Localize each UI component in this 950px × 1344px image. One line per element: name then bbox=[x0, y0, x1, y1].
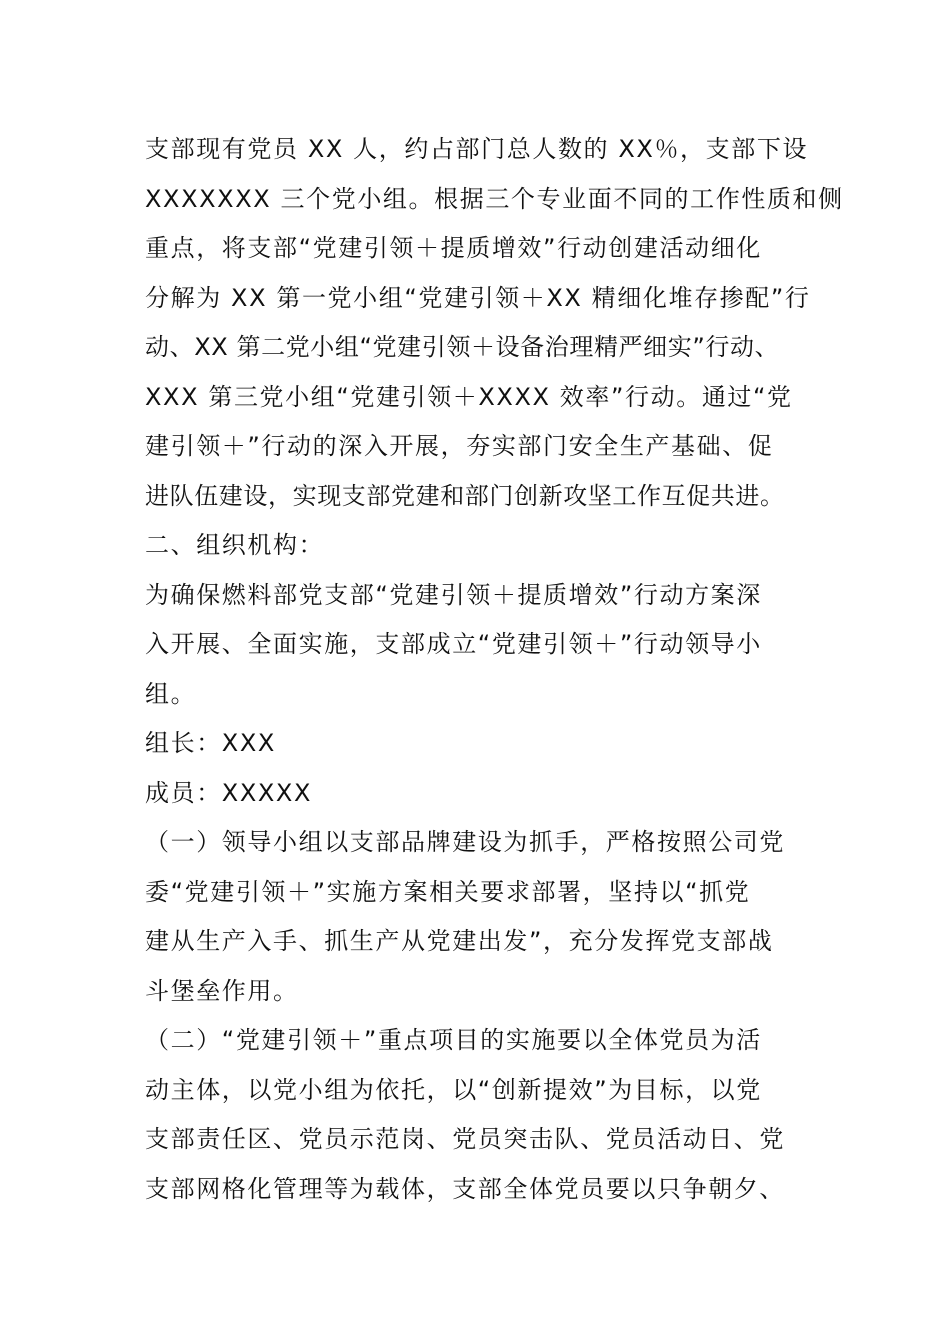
text-line: 斗堡垒作用。 bbox=[145, 976, 299, 1005]
text-line: 委“党建引领＋”实施方案相关要求部署，坚持以“抓党 bbox=[145, 877, 751, 906]
text-line: （一）领导小组以支部品牌建设为抓手，严格按照公司党 bbox=[145, 828, 785, 856]
text-line: 组。 bbox=[145, 679, 197, 708]
text-line: 支部现有党员 XX 人，约占部门总人数的 XX％，支部下设 bbox=[145, 135, 809, 163]
text-line: 进队伍建设，实现支部党建和部门创新攻坚工作互促共进。 bbox=[145, 481, 785, 510]
text-line: XXX 第三党小组“党建引领＋XXXX 效率”行动。通过“党 bbox=[145, 382, 793, 411]
text-line: 动、XX 第二党小组“党建引领＋设备治理精严细实”行动、 bbox=[145, 333, 780, 361]
text-line: 建从生产入手、抓生产从党建出发”，充分发挥党支部战 bbox=[145, 927, 774, 955]
document-body bbox=[145, 125, 844, 1214]
text-line: （二）“党建引领＋”重点项目的实施要以全体党员为活 bbox=[145, 1026, 762, 1054]
text-line: 为确保燃料部党支部“党建引领＋提质增效”行动方案深 bbox=[145, 580, 762, 609]
text-line: 动主体，以党小组为依托，以“创新提效”为目标，以党 bbox=[145, 1075, 762, 1104]
text-line: 支部网格化管理等为载体，支部全体党员要以只争朝夕、 bbox=[145, 1174, 785, 1203]
text-line: 分解为 XX 第一党小组“党建引领＋XX 精细化堆存掺配”行 bbox=[145, 283, 811, 312]
text-line: 重点，将支部“党建引领＋提质增效”行动创建活动细化 bbox=[145, 234, 762, 262]
group-leader: 组长：XXX bbox=[145, 729, 276, 757]
text-line: XXXXXXX 三个党小组。根据三个专业面不同的工作性质和侧 bbox=[145, 184, 844, 213]
text-line: 入开展、全面实施，支部成立“党建引领＋”行动领导小 bbox=[145, 630, 762, 658]
text-line: 建引领＋”行动的深入开展，夯实部门安全生产基础、促 bbox=[145, 432, 774, 460]
text-line: 支部责任区、党员示范岗、党员突击队、党员活动日、党 bbox=[145, 1125, 785, 1153]
group-members: 成员：XXXXX bbox=[145, 778, 313, 807]
section-heading: 二、组织机构： bbox=[145, 531, 325, 559]
